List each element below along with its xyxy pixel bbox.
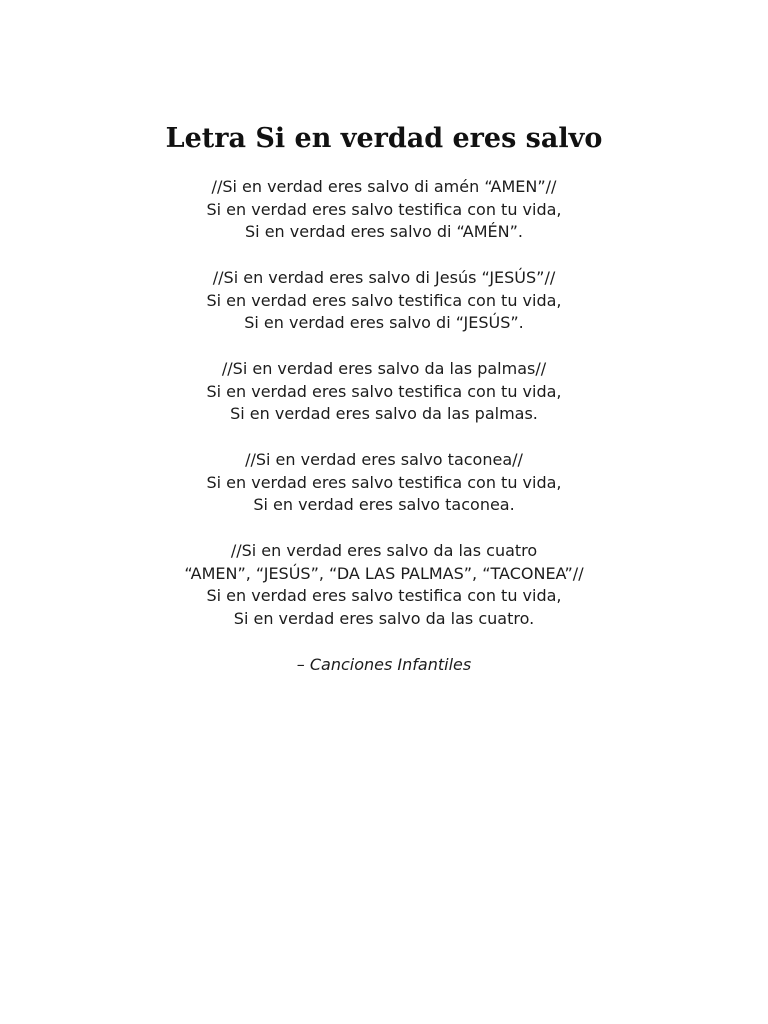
lyric-line: //Si en verdad eres salvo taconea// — [245, 450, 523, 469]
lyric-line: Si en verdad eres salvo di “JESÚS”. — [244, 313, 524, 332]
stanza-5 — [0, 540, 768, 630]
lyric-line: “AMEN”, “JESÚS”, “DA LAS PALMAS”, “TACONEA”// — [184, 563, 584, 583]
lyric-line: Si en verdad eres salvo testifica con tu vida, — [206, 290, 562, 310]
lyric-line: //Si en verdad eres salvo da las cuatro — [230, 541, 538, 560]
lyric-line: //Si en verdad eres salvo da las palmas// — [221, 359, 547, 378]
lyric-line: Si en verdad eres salvo taconea. — [253, 495, 515, 514]
lyric-line: Si en verdad eres salvo da las cuatro. — [233, 608, 535, 628]
lyric-line: Si en verdad eres salvo da las palmas. — [230, 404, 538, 423]
lyric-line: Si en verdad eres salvo testifica con tu vida, — [206, 381, 562, 401]
lyric-line: Si en verdad eres salvo testifica con tu vida, — [206, 586, 562, 605]
lyric-line: //Si en verdad eres salvo di amén “AMEN”// — [211, 177, 557, 196]
lyric-line: //Si en verdad eres salvo di Jesús “JESÚS”// — [212, 268, 556, 287]
stanza-4 — [0, 449, 768, 517]
lyric-line: Si en verdad eres salvo di “AMÉN”. — [245, 222, 523, 241]
lyric-line: Si en verdad eres salvo testifica con tu vida, — [206, 472, 562, 492]
stanza-2 — [0, 267, 768, 335]
attribution: – Canciones Infantiles — [296, 654, 472, 674]
stanza-1 — [0, 176, 768, 244]
page-title: Letra Si en verdad eres salvo — [165, 123, 603, 154]
lyric-line: Si en verdad eres salvo testifica con tu vida, — [206, 199, 562, 219]
lyrics-body — [0, 176, 768, 676]
stanza-3 — [0, 358, 768, 426]
